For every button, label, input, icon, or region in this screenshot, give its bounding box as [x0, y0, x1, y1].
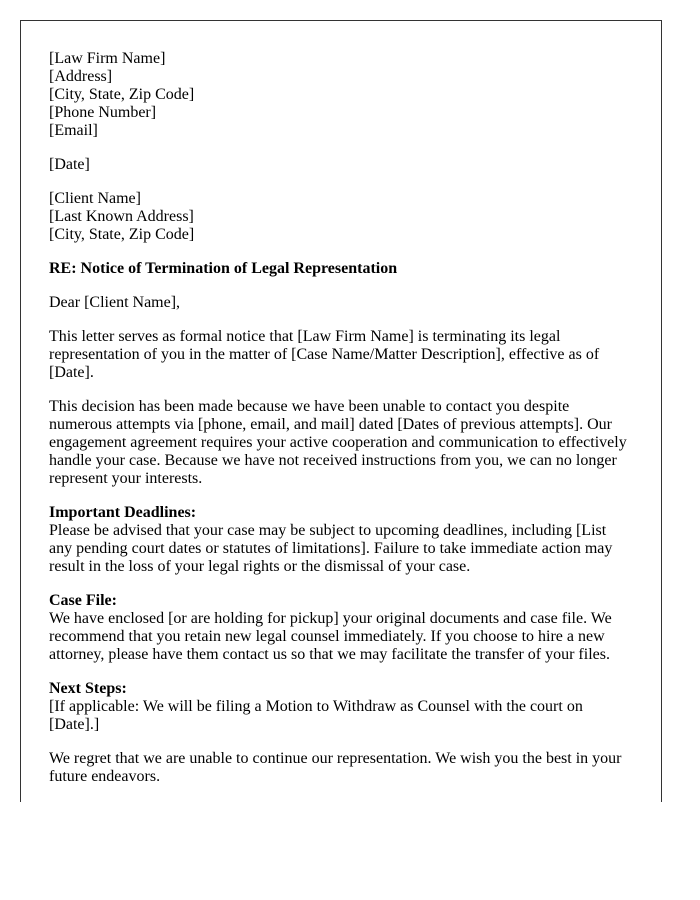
section-heading: Important Deadlines: [49, 504, 197, 521]
sender-address: [Address] [49, 68, 113, 85]
sender-phone: [Phone Number] [49, 104, 157, 121]
section-heading: Case File: [49, 592, 117, 609]
section-body: [If applicable: We will be filing a Motion to Withdraw as Counsel with the court on [Date].] [49, 698, 583, 733]
salutation: Dear [Client Name], [49, 294, 181, 311]
letter-date: [Date] [49, 156, 90, 173]
recipient-name: [Client Name] [49, 190, 141, 207]
subject-line: RE: Notice of Termination of Legal Representation [49, 260, 398, 277]
recipient-city: [City, State, Zip Code] [49, 226, 195, 243]
closing-paragraph: We regret that we are unable to continue our representation. We wish you the best in your future endeavors. [49, 750, 622, 785]
section-case-file [49, 592, 633, 664]
recipient-address: [Last Known Address] [49, 208, 194, 225]
section-next-steps [49, 680, 633, 734]
sender-firm: [Law Firm Name] [49, 50, 166, 67]
sender-block [49, 50, 633, 140]
sender-city: [City, State, Zip Code] [49, 86, 195, 103]
section-heading: Next Steps: [49, 680, 127, 697]
paragraph-notice: This letter serves as formal notice that [Law Firm Name] is terminating its legal representation of you in the matter of [Case Name/Matter Description], effective as of [Date]. [49, 328, 600, 381]
section-body: We have enclosed [or are holding for pickup] your original documents and case file. We recommend that you retain new legal counsel immediately. If you choose to hire a new attorney, please have them contact us so that we may facilitate the transfer of your files. [49, 610, 612, 663]
letter-page [20, 20, 662, 802]
section-deadlines [49, 504, 633, 576]
section-body: Please be advised that your case may be subject to upcoming deadlines, including [List any pending court dates or statutes of limitations]. Failure to take immediate action may result in the loss of your legal rights or the dismissal of your case. [49, 522, 613, 575]
sender-email: [Email] [49, 122, 98, 139]
recipient-block [49, 190, 633, 244]
paragraph-reason: This decision has been made because we have been unable to contact you despite numerous attempts via [phone, email, and mail] dated [Dates of previous attempts]. Our engagement agreement requires your active cooperation and communication to effectively handle your case. Because we have not received instructions from you, we can no longer represent your interests. [49, 398, 627, 487]
